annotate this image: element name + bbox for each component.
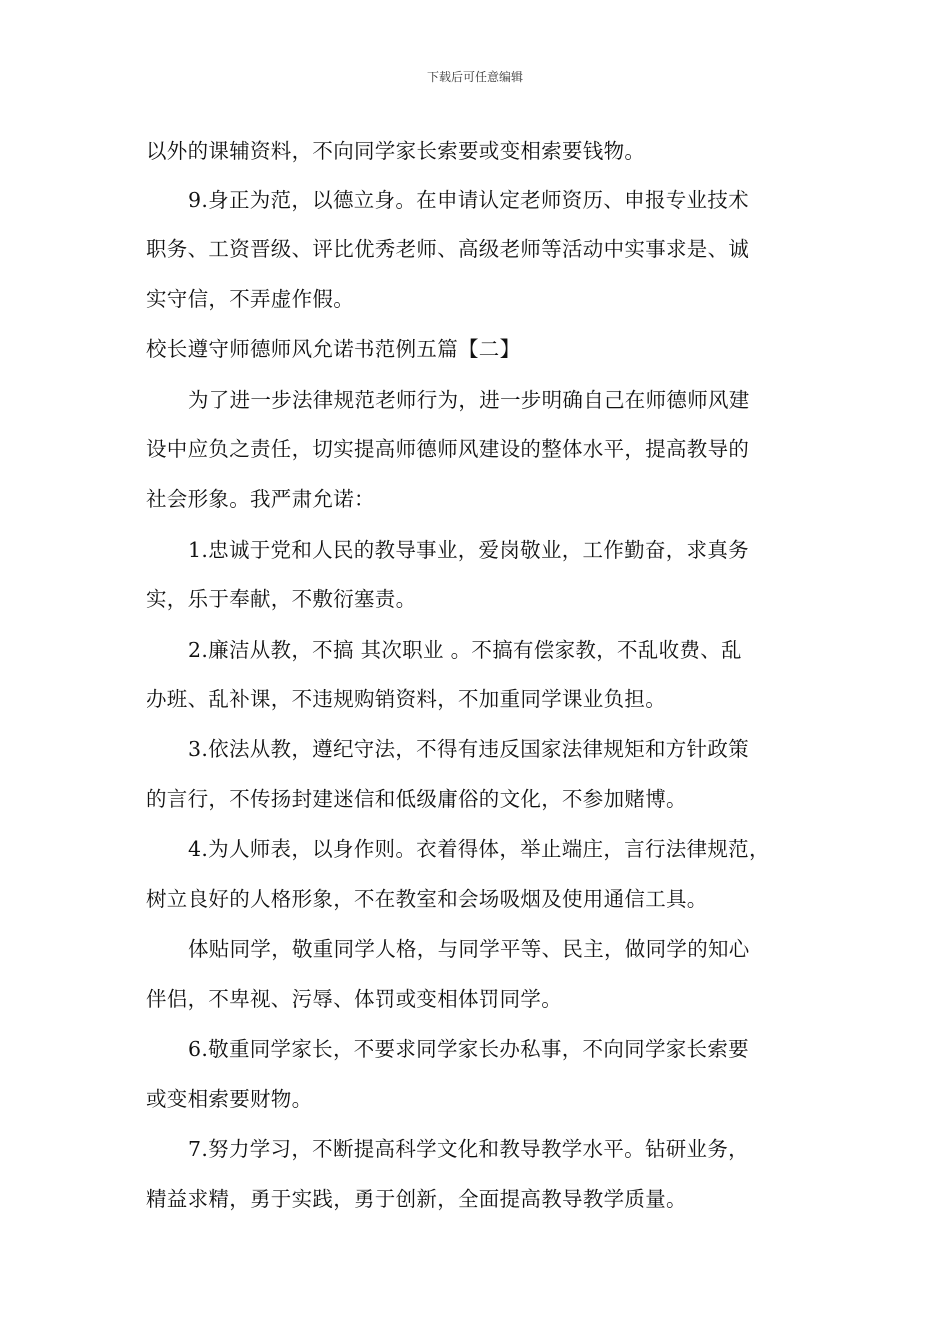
text-line-1: 以外的课辅资料，不向同学家长索要或变相索要钱物。: [146, 139, 646, 163]
page-header: 下载后可任意编辑: [426, 70, 523, 84]
text-line-17: 体贴同学，敬重同学人格，与同学平等、民主，做同学的知心: [188, 937, 750, 961]
text-line-21: 7.努力学习，不断提高科学文化和教导教学水平。钻研业务，: [188, 1137, 749, 1161]
section-heading: 校长遵守师德师风允诺书范例五篇【二】: [146, 337, 521, 361]
text-line-19: 6.敬重同学家长，不要求同学家长办私事，不向同学家长索要: [188, 1037, 749, 1061]
text-line-10: 实，乐于奉献，不敷衍塞责。: [146, 587, 417, 611]
text-line-20: 或变相索要财物。: [146, 1087, 313, 1111]
text-line-13: 3.依法从教，遵纪守法，不得有违反国家法律规矩和方针政策: [188, 737, 749, 761]
text-line-18: 伴侣，不卑视、污辱、体罚或变相体罚同学。: [146, 987, 562, 1011]
text-line-11: 2.廉洁从教，不搞 其次职业 。不搞有偿家教，不乱收费、乱: [188, 638, 742, 662]
text-line-4: 实守信，不弄虚作假。: [146, 287, 354, 311]
text-line-12: 办班、乱补课，不违规购销资料，不加重同学课业负担。: [146, 687, 666, 711]
text-line-14: 的言行，不传扬封建迷信和低级庸俗的文化，不参加赌博。: [146, 787, 687, 811]
text-line-2: 9.身正为范，以德立身。在申请认定老师资历、申报专业技术: [188, 188, 749, 212]
text-line-9: 1.忠诚于党和人民的教导事业，爱岗敬业，工作勤奋，求真务: [188, 538, 749, 562]
text-line-8: 社会形象。我严肃允诺：: [146, 487, 375, 511]
text-line-6: 为了进一步法律规范老师行为，进一步明确自己在师德师风建: [188, 388, 750, 412]
text-line-16: 树立良好的人格形象，不在教室和会场吸烟及使用通信工具。: [146, 887, 708, 911]
text-line-7: 设中应负之责任，切实提高师德师风建设的整体水平，提高教导的: [146, 437, 750, 461]
text-line-15: 4.为人师表，以身作则。衣着得体，举止端庄，言行法律规范，: [188, 837, 770, 861]
text-line-3: 职务、工资晋级、评比优秀老师、高级老师等活动中实事求是、诚: [146, 237, 750, 261]
text-line-22: 精益求精，勇于实践，勇于创新，全面提高教导教学质量。: [146, 1187, 687, 1211]
